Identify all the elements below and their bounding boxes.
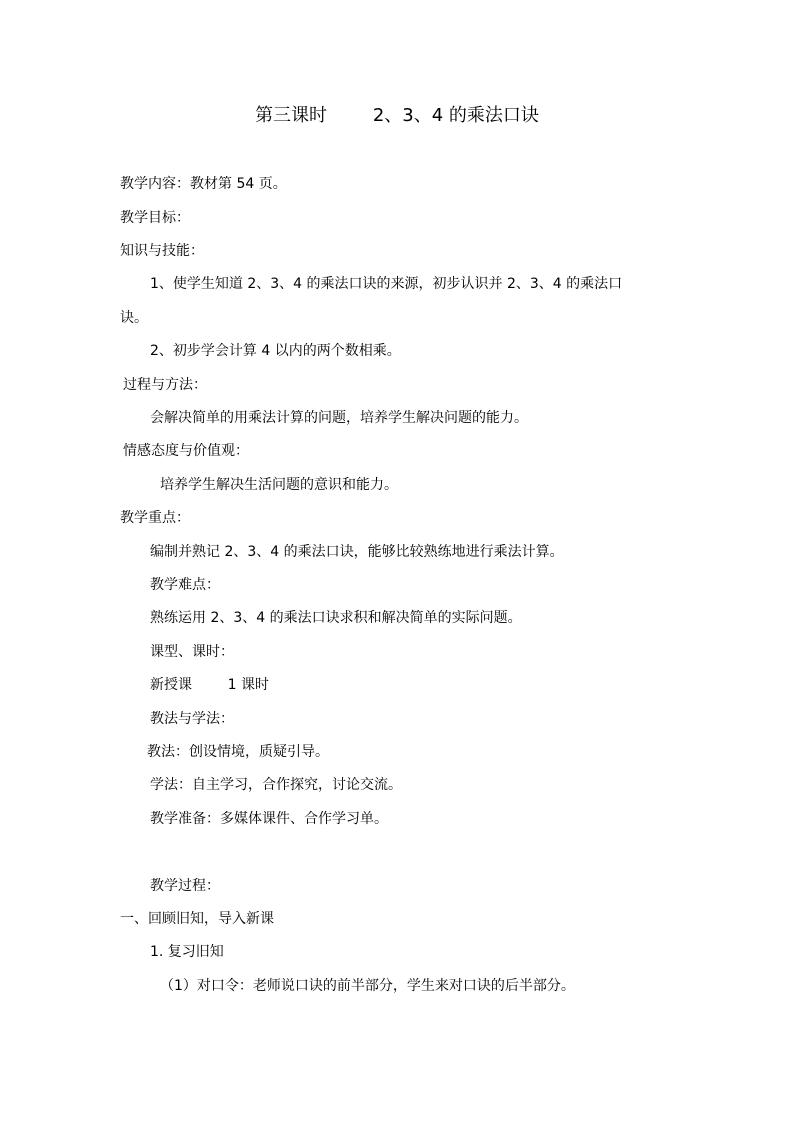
process-method-heading: 过程与方法： [123, 377, 207, 393]
difficulties-text: 熟练运用 2、3、4 的乘法口诀求积和解决简单的实际问题。 [150, 610, 522, 626]
teaching-process-heading: 教学过程： [150, 878, 220, 894]
subsection-1-heading: 1. 复习旧知 [150, 944, 224, 960]
lesson-type-heading: 课型、课时： [150, 644, 234, 660]
learning-method-text: 学法：自主学习，合作探究，讨论交流。 [150, 777, 402, 793]
attitude-values-text: 培养学生解决生活问题的意识和能力。 [160, 477, 398, 493]
preparation-text: 教学准备：多媒体课件、合作学习单。 [150, 811, 388, 827]
key-points-text: 编制并熟记 2、3、4 的乘法口诀，能够比较熟练地进行乘法计算。 [150, 544, 564, 560]
teaching-method-text: 教法：创设情境，质疑引导。 [147, 744, 329, 760]
goal-item-1-continued: 诀。 [120, 310, 148, 326]
goal-item-2: 2、初步学会计算 4 以内的两个数相乘。 [150, 343, 401, 359]
difficulties-heading: 教学难点： [150, 577, 220, 593]
activity-1-text: （1）对口令：老师说口诀的前半部分，学生来对口诀的后半部分。 [160, 978, 575, 994]
section-1-heading: 一、回顾旧知，导入新课 [120, 911, 274, 927]
attitude-values-heading: 情感态度与价值观： [123, 443, 249, 459]
teaching-goals-heading: 教学目标： [120, 210, 190, 226]
process-method-text: 会解决简单的用乘法计算的问题，培养学生解决问题的能力。 [150, 410, 528, 426]
methods-heading: 教法与学法： [150, 711, 234, 727]
goal-item-1: 1、使学生知道 2、3、4 的乘法口诀的来源，初步认识并 2、3、4 的乘法口 [150, 276, 623, 292]
knowledge-skills-heading: 知识与技能： [120, 243, 204, 259]
lesson-type-text: 新授课 1 课时 [150, 677, 269, 693]
teaching-content-line: 教学内容：教材第 54 页。 [120, 176, 287, 192]
key-points-heading: 教学重点： [120, 510, 190, 526]
lesson-title: 第三课时 2、3、4 的乘法口诀 [255, 105, 539, 126]
